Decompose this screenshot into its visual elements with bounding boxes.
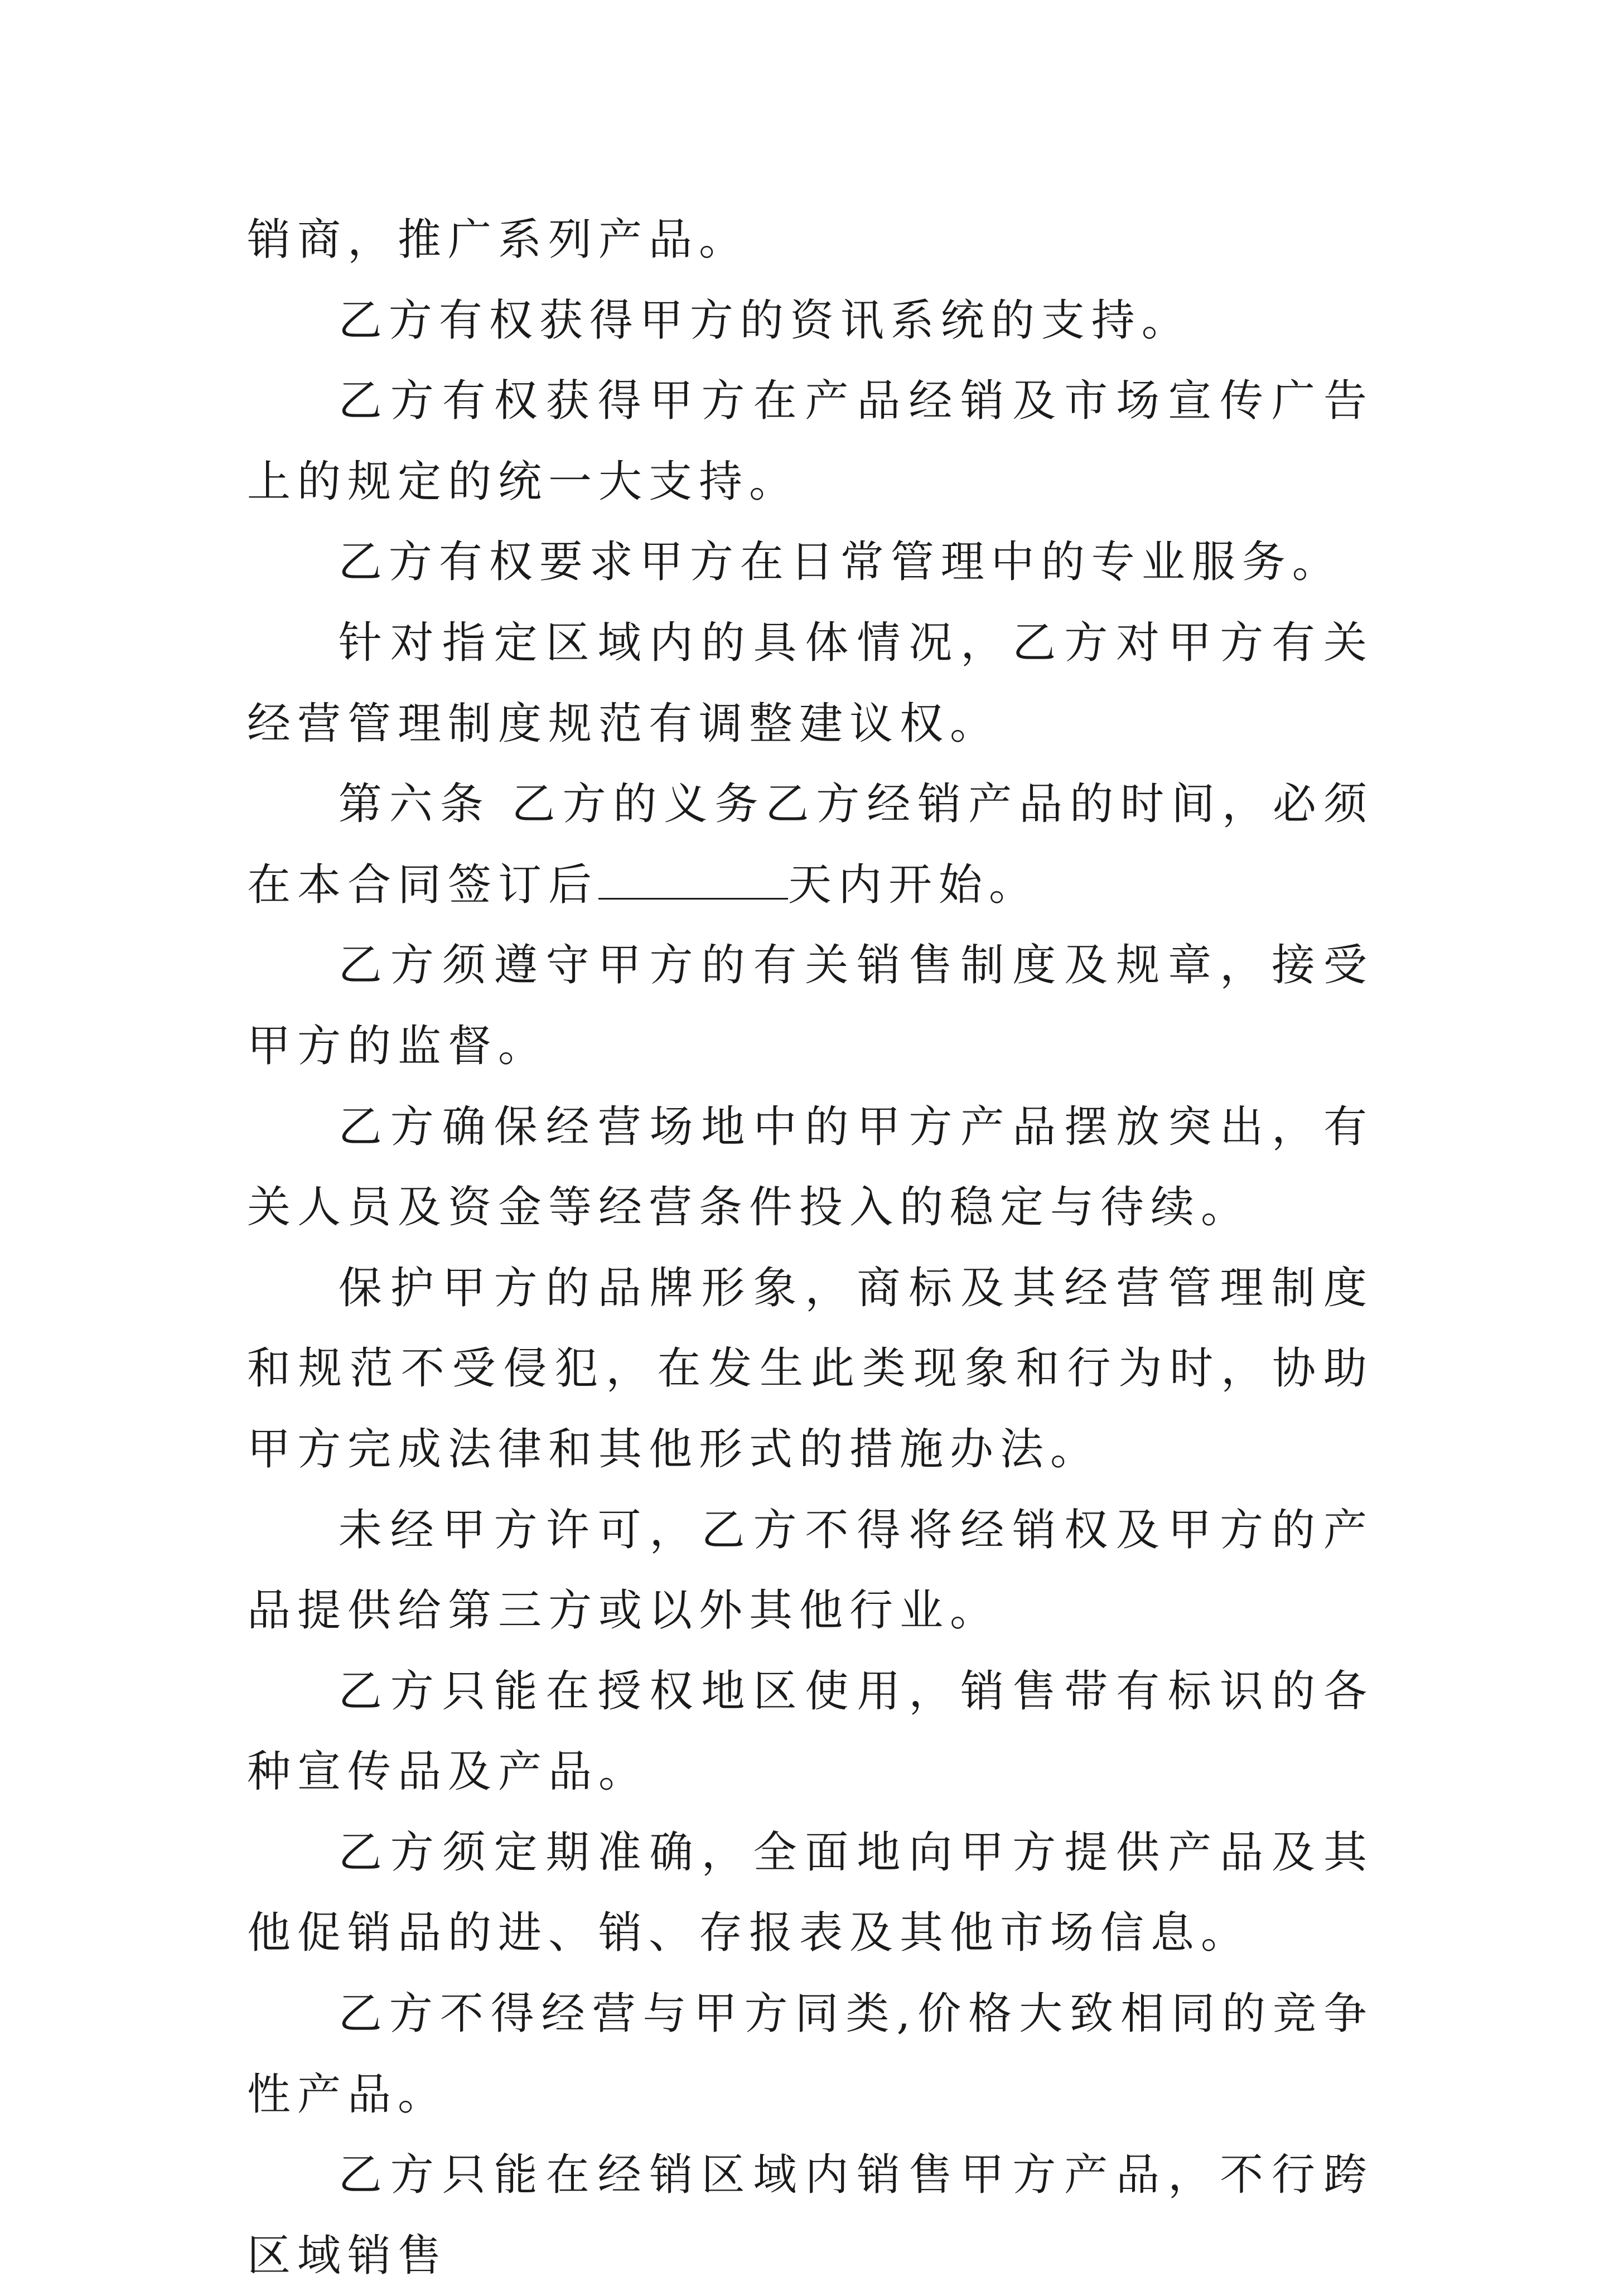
paragraph-reports: 乙方须定期准确，全面地向甲方提供产品及其他促销品的进、销、存报表及其他市场信息。 (247, 1827, 1374, 1959)
paragraph-professional-service: 乙方有权要求甲方在日常管理中的专业服务。 (338, 537, 1342, 588)
paragraph-no-third-party: 未经甲方许可，乙方不得将经销权及甲方的产品提供给第三方或以外其他行业。 (247, 1505, 1374, 1636)
article-six-text-before: 第六条 乙方的义务乙方经销产品的时间，必须在本合同签订后 (247, 779, 1374, 910)
paragraph-article-six (247, 764, 1374, 925)
paragraph-advertising-support: 乙方有权获得甲方在产品经销及市场宣传广告上的规定的统一大支持。 (247, 376, 1374, 507)
paragraph-comply-rules: 乙方须遵守甲方的有关销售制度及规章，接受甲方的监督。 (247, 940, 1374, 1071)
paragraph-authorized-area: 乙方只能在授权地区使用，销售带有标识的各种宣传品及产品。 (247, 1666, 1374, 1797)
days-blank-line (598, 859, 788, 900)
document-body (247, 200, 1374, 2296)
paragraph-display-products: 乙方确保经营场地中的甲方产品摆放突出，有关人员及资金等经营条件投入的稳定与待续。 (247, 1101, 1374, 1233)
paragraph-region-only: 乙方只能在经销区域内销售甲方产品，不行跨区域销售 (247, 2150, 1374, 2281)
paragraph-info-system-support: 乙方有权获得甲方的资讯系统的支持。 (338, 295, 1192, 346)
article-six-text-after: 天内开始。 (788, 859, 1040, 910)
paragraph-continuation: 销商，推广系列产品。 (247, 215, 750, 265)
paragraph-protect-brand: 保护甲方的品牌形象，商标及其经营管理制度和规范不受侵犯，在发生此类现象和行为时，协助甲方完成法律和其他形式的措施办法。 (247, 1263, 1374, 1475)
paragraph-adjustment-right: 针对指定区域内的具体情况，乙方对甲方有关经营管理制度规范有调整建议权。 (247, 617, 1374, 749)
paragraph-no-competing-products: 乙方不得经营与甲方同类,价格大致相同的竞争性产品。 (247, 1989, 1374, 2120)
